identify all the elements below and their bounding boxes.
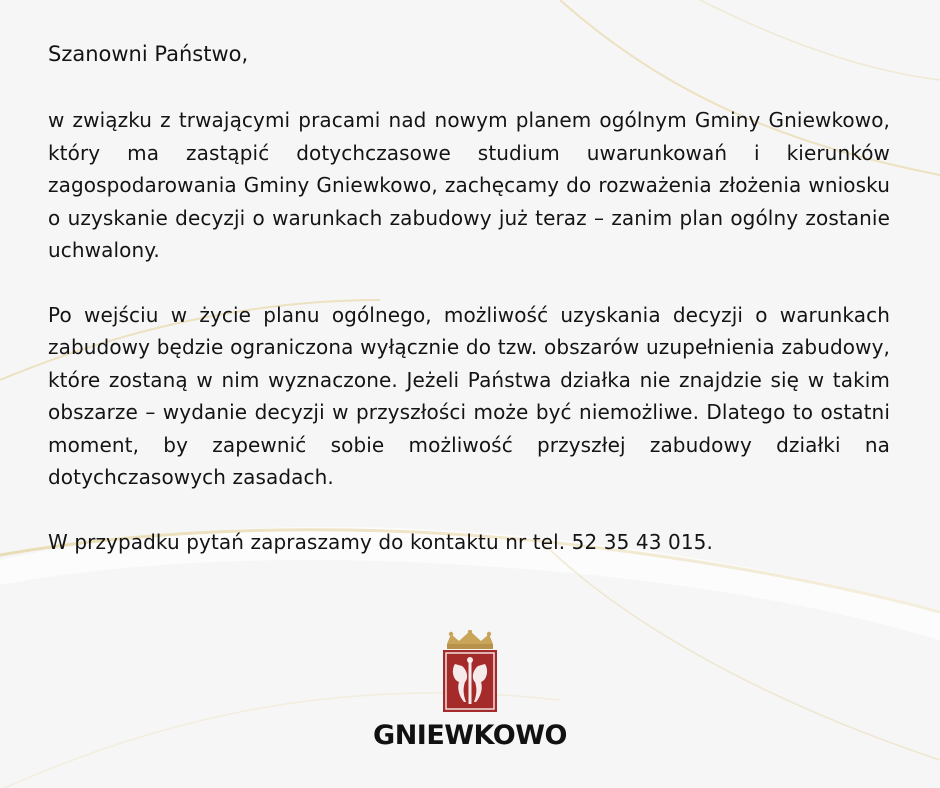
paragraph-intro: w związku z trwającymi pracami nad nowym planem ogólnym Gminy Gniewkowo, który ma zastąpić dotychczasowe studium uwarunkowań i kierunków zagospodarowania Gminy Gniewkowo, zachęcamy do rozważenia złożenia wniosku o uzyskanie decyzji o warunkach zabudowy już teraz – zanim plan ogólny zostanie uchwalony. <box>48 108 890 262</box>
greeting: Szanowni Państwo, <box>48 42 249 66</box>
gniewkowo-coat-of-arms-icon <box>437 630 503 714</box>
gniewkowo-logo <box>372 630 568 754</box>
paragraph-contact: W przypadku pytań zapraszamy do kontaktu nr tel. 52 35 43 015. <box>48 529 713 554</box>
paragraph-details: Po wejściu w życie planu ogólnego, możliwość uzyskania decyzji o warunkach zabudowy będzie ograniczona wyłącznie do tzw. obszarów uzupełnienia zabudowy, które zostaną w nim wyznaczone. Jeżeli Państwa działka nie znajdzie się w takim obszarze – wydanie decyzji w przyszłości może być niemożliwe. Dlatego to ostatni moment, by zapewnić sobie możliwość przyszłej zabudowy działki na dotychczasowych zasadach. <box>48 302 890 489</box>
logo-name: GNIEWKOWO <box>373 720 567 751</box>
letter-body <box>48 38 890 590</box>
